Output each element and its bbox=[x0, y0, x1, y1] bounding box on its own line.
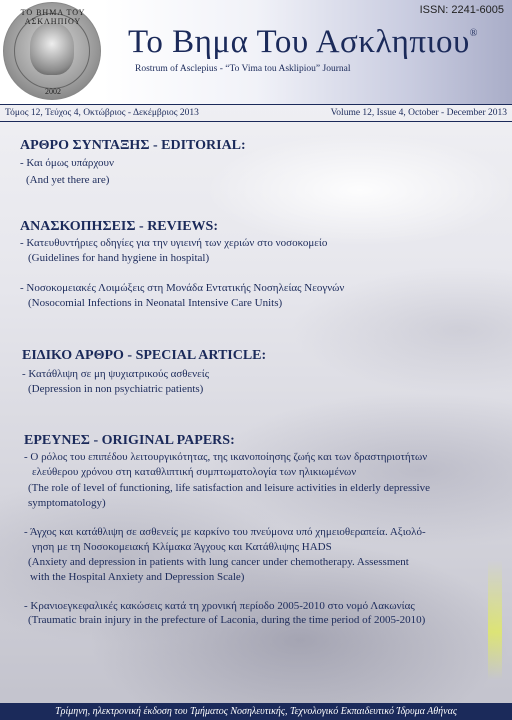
logo-text: ΤΟ ΒΗΜΑ ΤΟΥ ΑΣΚΛΗΠΙΟΥ bbox=[20, 8, 86, 26]
header-divider bbox=[0, 104, 512, 105]
original-line: (The role of level of functioning, life satisfaction and leisure activities in elderly depressive bbox=[28, 482, 430, 494]
special-line: (Depression in non psychiatric patients) bbox=[28, 383, 204, 395]
light-streak bbox=[488, 560, 502, 680]
registered-mark: ® bbox=[469, 28, 478, 39]
original-line: - Κρανιοεγκεφαλικές κακώσεις κατά τη χρονική περίοδο 2005-2010 στο νομό Λακωνίας bbox=[24, 600, 415, 612]
journal-title-text: Το Βημα Του Ασκληπιου bbox=[128, 24, 470, 60]
editorial-line: (And yet there are) bbox=[26, 174, 110, 186]
reviews-line: - Κατευθυντήριες οδηγίες για την υγιεινή των χεριών στο νοσοκομείο bbox=[20, 237, 328, 249]
section-title-special: ΕΙΔΙΚΟ ΑΡΘΡΟ - SPECIAL ARTICLE: bbox=[22, 348, 267, 363]
journal-title bbox=[128, 24, 478, 61]
special-line: - Κατάθλιψη σε μη ψυχιατρικούς ασθενείς bbox=[22, 368, 210, 380]
original-line: (Traumatic brain injury in the prefecture of Laconia, during the time period of 2005-2010) bbox=[28, 614, 426, 626]
issn: ISSN: 2241-6005 bbox=[419, 4, 504, 16]
original-line: - Άγχος και κατάθλιψη σε ασθενείς με καρκίνο του πνεύμονα υπό χημειοθεραπεία. Αξιολό- bbox=[24, 526, 426, 538]
cover-header bbox=[0, 0, 512, 104]
section-title-reviews: ΑΝΑΣΚΟΠΗΣΕΙΣ - REVIEWS: bbox=[20, 219, 218, 234]
original-line: with the Hospital Anxiety and Depression Scale) bbox=[30, 571, 245, 583]
asclepius-head-icon bbox=[30, 23, 74, 75]
reviews-line: - Νοσοκομειακές Λοιμώξεις στη Μονάδα Εντατικής Νοσηλείας Νεογνών bbox=[20, 282, 345, 294]
reviews-line: (Nosocomial Infections in Neonatal Intensive Care Units) bbox=[28, 297, 283, 309]
logo-year: 2002 bbox=[45, 87, 61, 96]
original-line: γηση με τη Νοσοκομειακή Κλίμακα Άγχους και Κατάθλιψης HADS bbox=[32, 541, 332, 553]
volume-greek: Τόμος 12, Τεύχος 4, Οκτώβριος - Δεκέμβριος 2013 bbox=[5, 108, 199, 118]
editorial-line: - Και όμως υπάρχουν bbox=[20, 157, 114, 169]
cover-footer: Τρίμηνη, ηλεκτρονική έκδοση του Τμήματος Νοσηλευτικής, Τεχνολογικό Εκπαιδευτικό Ίδρυμα Αθήνας bbox=[0, 703, 512, 720]
original-line: symptomatology) bbox=[28, 497, 106, 509]
original-line: (Anxiety and depression in patients with lung cancer under chemotherapy. Assessment bbox=[28, 556, 409, 568]
reviews-line: (Guidelines for hand hygiene in hospital) bbox=[28, 252, 210, 264]
section-title-original: ΕΡΕΥΝΕΣ - ORIGINAL PAPERS: bbox=[24, 433, 235, 448]
volume-divider bbox=[0, 121, 512, 122]
volume-english: Volume 12, Issue 4, October - December 2013 bbox=[330, 108, 507, 118]
original-line: ελεύθερου χρόνου στη καταθλιπτική συμπτωματολογία των ηλικιωμένων bbox=[32, 466, 357, 478]
original-line: - Ο ρόλος του επιπέδου λειτουργικότητας, της ικανοποίησης ζωής και των δραστηριοτήτων bbox=[24, 451, 428, 463]
section-title-editorial: ΑΡΘΡΟ ΣΥΝΤΑΞΗΣ - EDITORIAL: bbox=[20, 138, 246, 153]
journal-subtitle: Rostrum of Asclepius - “To Vima tou Asklipiou” Journal bbox=[135, 64, 351, 74]
journal-logo bbox=[3, 2, 101, 100]
